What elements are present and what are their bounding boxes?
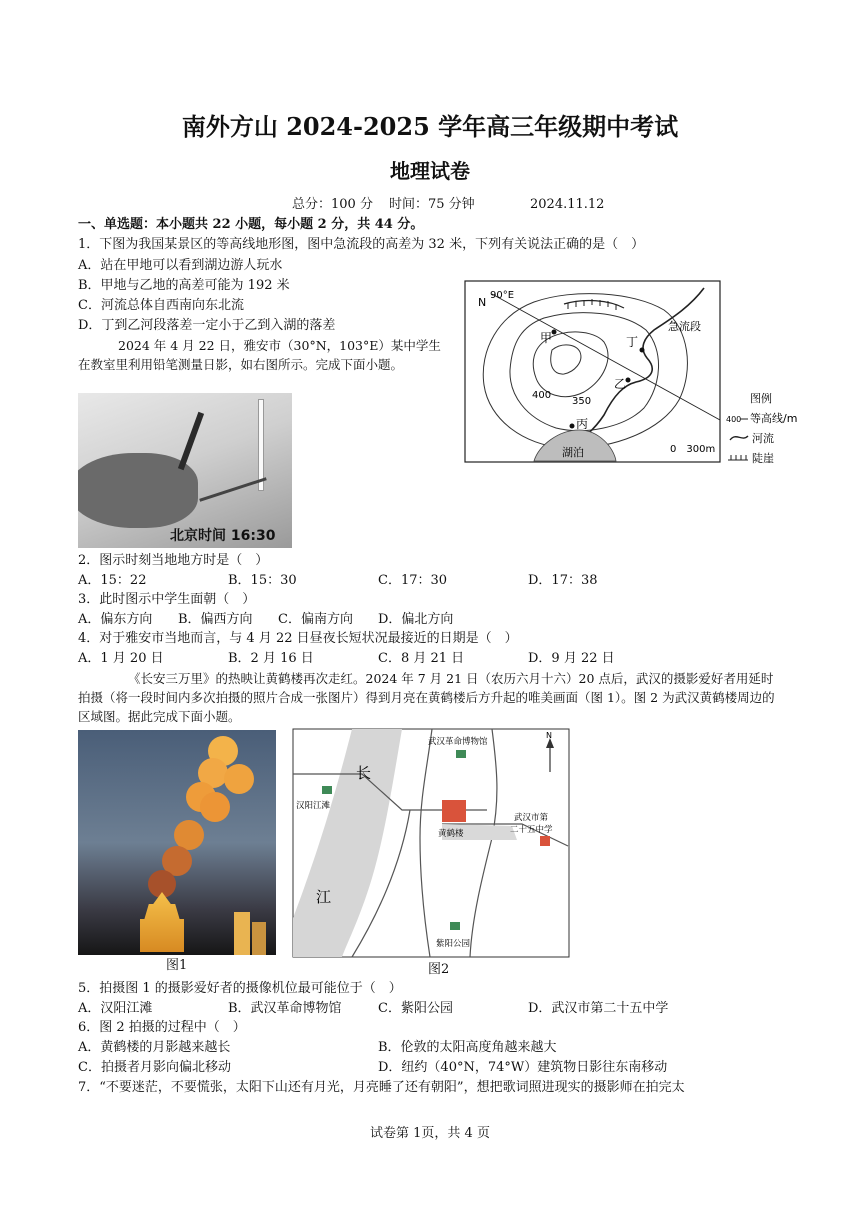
q6-stem: 6．图 2 拍摄的过程中（ ） <box>78 1020 246 1035</box>
museum-icon <box>456 750 466 758</box>
q5-option-a: A．汉阳江滩 <box>78 1001 153 1016</box>
q5-option-d: D．武汉市第二十五中学 <box>528 1001 669 1016</box>
label-museum: 武汉革命博物馆 <box>428 737 488 747</box>
q6-option-d: D．纽约（40°N，74°W）建筑物日影往东南移动 <box>378 1060 668 1075</box>
legend-river: 河流 <box>752 432 774 445</box>
q5-option-c: C．紫阳公园 <box>378 1001 453 1016</box>
q6-option-b: B．伦敦的太阳高度角越来越大 <box>378 1040 557 1055</box>
point-jia <box>552 330 557 335</box>
label-400: 400 <box>532 390 552 401</box>
wuhan-area-map <box>292 728 572 960</box>
meta-time: 时间：75 分钟 <box>389 197 475 212</box>
legend-contour-sample: 400 <box>726 415 742 424</box>
building-right <box>234 912 250 955</box>
q4-option-b: B．2 月 16 日 <box>228 651 314 666</box>
label-rapids: 急流段 <box>668 320 701 333</box>
q1-stem: 1．下图为我国某景区的等高线地形图，图中急流段的高差为 32 米，下列有关说法正确的是（ ） <box>78 237 645 252</box>
q4-option-d: D．9 月 22 日 <box>528 651 615 666</box>
park-icon <box>450 922 460 930</box>
label-ding: 丁 <box>626 335 639 349</box>
intro-q5-6: 《长安三万里》的热映让黄鹤楼再次走红。2024 年 7 月 21 日（农历六月十六）20 点后，武汉的摄影爱好者用延时拍摄（将一段时间内多次拍摄的照片合成一张图片）得到月亮在黄鹤楼后方升起的唯美画面（图 1）。图 2 为武汉黄鹤楼周边的区域图。据此完成下面小题。 <box>78 671 775 724</box>
label-school-1: 武汉市第 <box>514 813 549 823</box>
label-jia: 甲 <box>540 331 553 345</box>
point-yi <box>626 378 631 383</box>
q4-option-c: C．8 月 21 日 <box>378 651 465 666</box>
scale-label: 0 300m <box>670 444 716 455</box>
page-footer: 试卷第 1页，共 4 页 <box>370 1126 490 1141</box>
hanyang-icon <box>322 786 332 794</box>
section-heading: 一、单选题：本小题共 22 小题，每小题 2 分，共 44 分。 <box>78 217 424 232</box>
tower-icon <box>442 800 466 822</box>
q2-option-c: C．17：30 <box>378 573 448 588</box>
q3-option-a: A．偏东方向 <box>78 612 153 627</box>
intro-q2-4: 2024 年 4 月 22 日，雅安市（30°N，103°E）某中学生在教室里利用铅笔测量日影，如右图所示。完成下面小题。 <box>78 338 441 372</box>
school-icon <box>540 836 550 846</box>
q1-option-d: D．丁到乙河段落差一定小于乙到入湖的落差 <box>78 318 336 333</box>
pencil-shadow-photo <box>78 393 292 548</box>
point-ding <box>640 348 645 353</box>
q7-stem: 7．“不要迷茫，不要慌张，太阳下山还有月光，月亮睡了还有朝阳”，想把歌词照进现实的摄影师在拍完太 <box>78 1080 685 1095</box>
contour-map <box>464 280 804 468</box>
label-tower: 黄鹤楼 <box>438 829 464 839</box>
label-park: 紫阳公园 <box>436 939 471 949</box>
map2-north: N <box>546 731 552 740</box>
page-title: 南外方山 2024-2025 学年高三年级期中考试 <box>181 112 679 141</box>
q2-stem: 2．图示时刻当地地方时是（ ） <box>78 553 269 568</box>
yellow-crane-tower <box>140 892 184 952</box>
label-lake: 湖泊 <box>562 446 584 459</box>
fig2-caption: 图2 <box>428 962 450 977</box>
label-bing: 丙 <box>576 417 589 431</box>
photo-caption: 北京时间 16:30 <box>170 528 276 544</box>
fig1-caption: 图1 <box>166 958 188 973</box>
moonrise-photo <box>78 730 276 955</box>
q5-option-b: B．武汉革命博物馆 <box>228 1001 342 1016</box>
q1-option-a: A．站在甲地可以看到湖边游人玩水 <box>78 258 283 273</box>
q1-option-b: B．甲地与乙地的高差可能为 192 米 <box>78 278 290 293</box>
label-yi: 乙 <box>614 377 627 391</box>
moon-5 <box>200 792 230 822</box>
q2-option-a: A．15：22 <box>78 573 147 588</box>
q6-option-a: A．黄鹤楼的月影越来越长 <box>78 1040 231 1055</box>
meta-total: 总分：100 分 <box>292 197 373 212</box>
q3-stem: 3．此时图示中学生面朝（ ） <box>78 592 256 607</box>
label-350: 350 <box>572 396 592 407</box>
q4-stem: 4．对于雅安市当地而言，与 4 月 22 日昼夜长短状况最接近的日期是（ ） <box>78 631 518 646</box>
meta-date: 2024.11.12 <box>530 197 605 212</box>
label-jiang: 江 <box>316 888 332 906</box>
label-school-2: 二十五中学 <box>510 825 553 835</box>
label-hanyang: 汉阳江滩 <box>296 801 331 811</box>
q6-option-c: C．拍摄者月影向偏北移动 <box>78 1060 231 1075</box>
q1-option-c: C．河流总体自西南向东北流 <box>78 298 244 313</box>
q5-stem: 5．拍摄图 1 的摄影爱好者的摄像机位最可能位于（ ） <box>78 981 402 996</box>
q4-option-a: A．1 月 20 日 <box>78 651 164 666</box>
q3-option-d: D．偏北方向 <box>378 612 454 627</box>
legend-title: 图例 <box>750 392 772 405</box>
direction-label: 90°E <box>490 290 515 301</box>
q2-option-d: D．17：38 <box>528 573 598 588</box>
north-label: N <box>478 296 487 309</box>
q3-option-b: B．偏西方向 <box>178 612 253 627</box>
pencil-shape <box>178 412 204 470</box>
moon-3 <box>224 764 254 794</box>
page-subtitle: 地理试卷 <box>390 159 470 183</box>
q3-option-c: C．偏南方向 <box>278 612 353 627</box>
legend-contour: 等高线/m <box>750 412 798 425</box>
label-chang: 长 <box>356 764 372 782</box>
building-right-2 <box>252 922 266 955</box>
point-bing <box>570 424 575 429</box>
legend-cliff: 陡崖 <box>752 452 774 465</box>
legend-river-line <box>730 436 748 440</box>
pencil-shadow <box>199 477 267 501</box>
q2-option-b: B．15：30 <box>228 573 297 588</box>
